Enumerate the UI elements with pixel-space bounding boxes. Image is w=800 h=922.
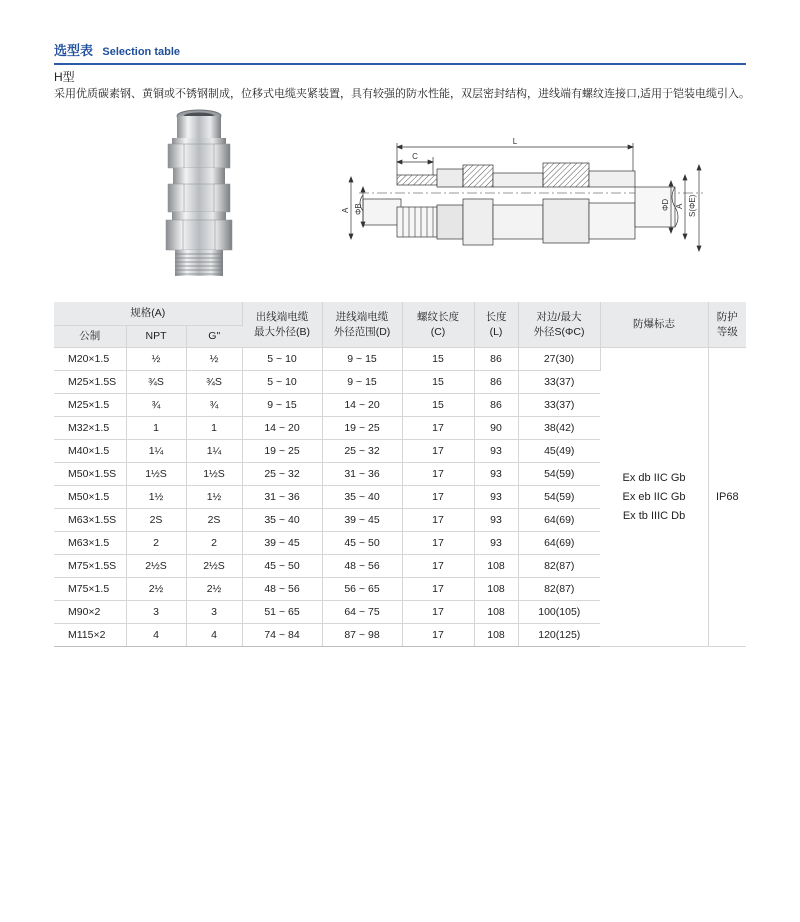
cell-in-range: 64 ~ 75	[322, 601, 402, 624]
cell-npt: ¾	[126, 394, 186, 417]
ex-mark-line: Ex tb IIIC Db	[622, 509, 686, 522]
cell-in-range: 9 ~ 15	[322, 348, 402, 371]
cell-in-range: 35 ~ 40	[322, 486, 402, 509]
cell-g: 1½S	[186, 463, 242, 486]
cell-across-flats: 54(59)	[518, 486, 600, 509]
cell-across-flats: 120(125)	[518, 624, 600, 647]
cell-out-diameter: 45 ~ 50	[242, 555, 322, 578]
cell-thread-length: 17	[402, 509, 474, 532]
cell-g: 1	[186, 417, 242, 440]
cell-in-range: 56 ~ 65	[322, 578, 402, 601]
dim-label-a-left: A	[341, 207, 350, 213]
cell-metric: M32×1.5	[54, 417, 126, 440]
cell-g: 1½	[186, 486, 242, 509]
cell-thread-length: 17	[402, 440, 474, 463]
cell-thread-length: 17	[402, 532, 474, 555]
cell-npt: ¾S	[126, 371, 186, 394]
dim-label-s-phi-e: S(ΦE)	[688, 194, 697, 217]
cell-length: 108	[474, 624, 518, 647]
header-g: G"	[186, 326, 242, 348]
cell-out-diameter: 51 ~ 65	[242, 601, 322, 624]
cell-thread-length: 15	[402, 348, 474, 371]
cell-metric: M75×1.5S	[54, 555, 126, 578]
cell-in-range: 19 ~ 25	[322, 417, 402, 440]
cell-across-flats: 64(69)	[518, 532, 600, 555]
cell-metric: M63×1.5S	[54, 509, 126, 532]
cell-npt: 2½S	[126, 555, 186, 578]
cell-across-flats: 82(87)	[518, 578, 600, 601]
type-label: H型	[54, 70, 75, 84]
cell-ip-rating: IP68	[708, 348, 746, 647]
cell-length: 86	[474, 394, 518, 417]
cell-g: 2	[186, 532, 242, 555]
dim-label-phi-d: ΦD	[661, 198, 670, 211]
cell-length: 93	[474, 463, 518, 486]
cable-gland-photo	[158, 108, 240, 280]
cell-across-flats: 33(37)	[518, 394, 600, 417]
dim-label-phi-b: ΦB	[354, 203, 363, 215]
cell-out-diameter: 39 ~ 45	[242, 532, 322, 555]
header-protection: 防护 等级	[708, 302, 746, 348]
cell-out-diameter: 35 ~ 40	[242, 509, 322, 532]
dim-label-l: L	[512, 137, 518, 146]
header-spec-group: 规格(A)	[54, 302, 242, 326]
cell-g: ¾	[186, 394, 242, 417]
cell-metric: M90×2	[54, 601, 126, 624]
cell-thread-length: 17	[402, 486, 474, 509]
header-metric: 公制	[54, 326, 126, 348]
cell-length: 93	[474, 440, 518, 463]
cell-length: 86	[474, 348, 518, 371]
cell-length: 93	[474, 532, 518, 555]
product-description: 采用优质碳素钢、黄铜或不锈钢制成，位移式电缆夹紧装置，具有较强的防水性能，双层密封结构，进线端有螺纹连接口,适用于铠装电缆引入。	[54, 88, 751, 100]
cell-npt: 1½S	[126, 463, 186, 486]
cell-g: 2½S	[186, 555, 242, 578]
cell-thread-length: 17	[402, 555, 474, 578]
cell-metric: M50×1.5S	[54, 463, 126, 486]
cell-metric: M63×1.5	[54, 532, 126, 555]
section-title-zh: 选型表	[54, 43, 94, 58]
header-in-range: 进线端电缆 外径范围(D)	[322, 302, 402, 348]
cell-across-flats: 54(59)	[518, 463, 600, 486]
header-ex-marking: 防爆标志	[600, 302, 708, 348]
selection-table	[54, 302, 746, 647]
cell-ex-marking	[600, 348, 708, 647]
cell-metric: M20×1.5	[54, 348, 126, 371]
dim-label-c: C	[412, 152, 418, 161]
cell-thread-length: 15	[402, 371, 474, 394]
technical-drawing	[333, 135, 718, 253]
cell-g: 3	[186, 601, 242, 624]
cell-metric: M75×1.5	[54, 578, 126, 601]
section-title-en: Selection table	[102, 46, 180, 58]
cell-across-flats: 33(37)	[518, 371, 600, 394]
cell-length: 90	[474, 417, 518, 440]
cell-out-diameter: 14 ~ 20	[242, 417, 322, 440]
cell-npt: 1¼	[126, 440, 186, 463]
cell-npt: 2	[126, 532, 186, 555]
cell-length: 93	[474, 509, 518, 532]
cell-length: 93	[474, 486, 518, 509]
cell-across-flats: 45(49)	[518, 440, 600, 463]
cell-in-range: 39 ~ 45	[322, 509, 402, 532]
cell-in-range: 31 ~ 36	[322, 463, 402, 486]
cell-thread-length: 17	[402, 463, 474, 486]
cell-length: 86	[474, 371, 518, 394]
header-across-flats: 对边/最大 外径S(ΦC)	[518, 302, 600, 348]
cell-g: 1¼	[186, 440, 242, 463]
cell-out-diameter: 19 ~ 25	[242, 440, 322, 463]
cell-npt: 3	[126, 601, 186, 624]
cell-across-flats: 38(42)	[518, 417, 600, 440]
cell-metric: M40×1.5	[54, 440, 126, 463]
table-row	[54, 348, 746, 371]
cell-out-diameter: 25 ~ 32	[242, 463, 322, 486]
cell-in-range: 87 ~ 98	[322, 624, 402, 647]
header-npt: NPT	[126, 326, 186, 348]
header-length: 长度 (L)	[474, 302, 518, 348]
cell-thread-length: 15	[402, 394, 474, 417]
cell-npt: ½	[126, 348, 186, 371]
ex-mark-line: Ex eb IIC Gb	[622, 490, 686, 503]
cell-metric: M115×2	[54, 624, 126, 647]
cell-npt: 4	[126, 624, 186, 647]
cell-g: 2½	[186, 578, 242, 601]
cell-metric: M50×1.5	[54, 486, 126, 509]
cell-across-flats: 100(105)	[518, 601, 600, 624]
cell-g: 2S	[186, 509, 242, 532]
cell-thread-length: 17	[402, 624, 474, 647]
cell-in-range: 14 ~ 20	[322, 394, 402, 417]
cell-in-range: 45 ~ 50	[322, 532, 402, 555]
ex-mark-line: Ex db IIC Gb	[622, 471, 686, 484]
cell-g: ¾S	[186, 371, 242, 394]
cell-metric: M25×1.5	[54, 394, 126, 417]
cell-across-flats: 27(30)	[518, 348, 600, 371]
cell-g: 4	[186, 624, 242, 647]
cell-out-diameter: 9 ~ 15	[242, 394, 322, 417]
cell-thread-length: 17	[402, 417, 474, 440]
cell-across-flats: 64(69)	[518, 509, 600, 532]
cell-across-flats: 82(87)	[518, 555, 600, 578]
cell-npt: 1½	[126, 486, 186, 509]
header-thread-length: 螺纹长度 (C)	[402, 302, 474, 348]
cell-out-diameter: 74 ~ 84	[242, 624, 322, 647]
cell-in-range: 48 ~ 56	[322, 555, 402, 578]
cell-thread-length: 17	[402, 601, 474, 624]
dim-label-a-right: A	[675, 203, 684, 209]
cell-out-diameter: 31 ~ 36	[242, 486, 322, 509]
cell-npt: 2½	[126, 578, 186, 601]
cell-out-diameter: 48 ~ 56	[242, 578, 322, 601]
cell-npt: 1	[126, 417, 186, 440]
section-header	[54, 40, 746, 65]
cell-g: ½	[186, 348, 242, 371]
cell-in-range: 25 ~ 32	[322, 440, 402, 463]
cell-npt: 2S	[126, 509, 186, 532]
cell-length: 108	[474, 601, 518, 624]
cell-out-diameter: 5 ~ 10	[242, 348, 322, 371]
cell-length: 108	[474, 555, 518, 578]
cell-metric: M25×1.5S	[54, 371, 126, 394]
cell-length: 108	[474, 578, 518, 601]
cell-thread-length: 17	[402, 578, 474, 601]
header-out-diameter: 出线端电缆 最大外径(B)	[242, 302, 322, 348]
cell-out-diameter: 5 ~ 10	[242, 371, 322, 394]
cell-in-range: 9 ~ 15	[322, 371, 402, 394]
